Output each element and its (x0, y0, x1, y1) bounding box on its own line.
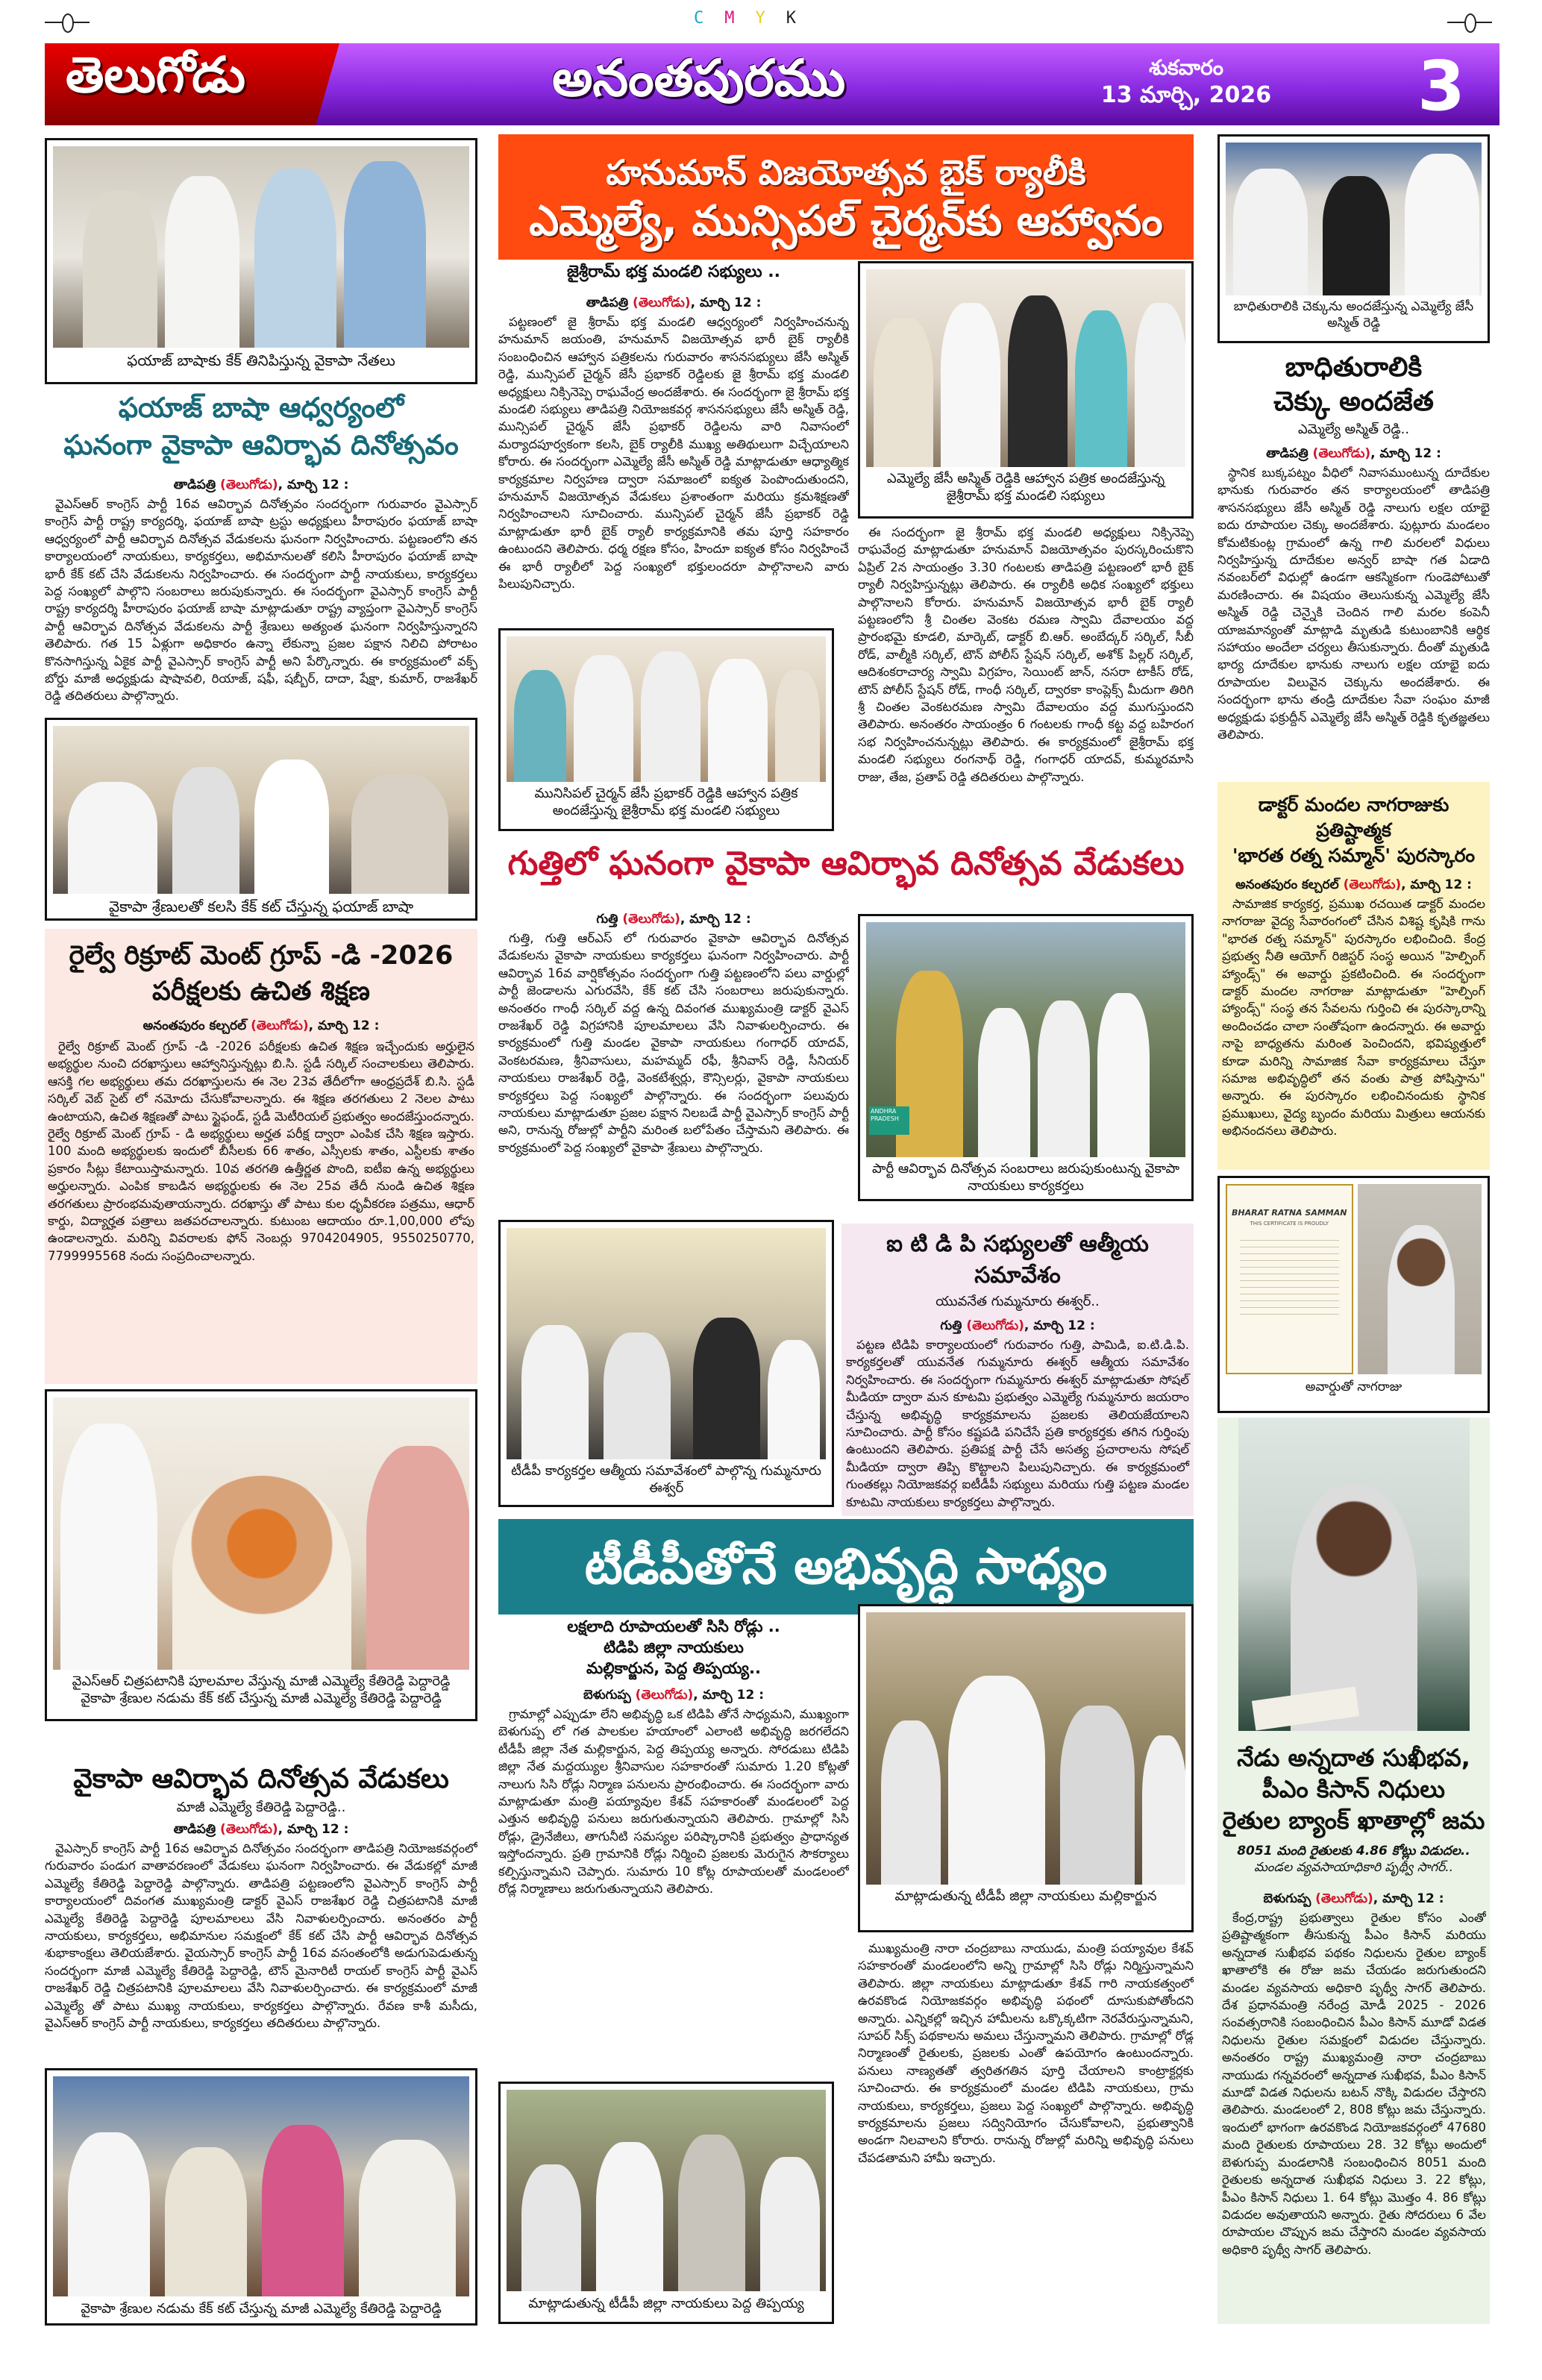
headline-award (1217, 782, 1490, 868)
dateline-place: తాడిపత్రి (586, 295, 629, 310)
news-photo (866, 922, 1185, 1157)
issue-date: 13 మార్చి, 2026 (1100, 82, 1272, 108)
news-photo (53, 1397, 469, 1670)
article-body-award: సామాజిక కార్యకర్త, ప్రముఖ రచయిత డాక్టర్ మందల నాగరాజు వైద్య సేవారంగంలో చేసిన విశిష్ట కృషికి గాను "భారత రత్న సమ్మాన్" పురస్కారం లభించింది. కేంద్ర ప్రభుత్వ నీతి ఆయోగ్ రిజిస్టర్ సంస్థ అయిన "హెల్పింగ్ హ్యాండ్స్" ఈ అవార్డు ప్రకటించింది. ఈ సందర్భంగా డాక్టర్ మందల నాగరాజు మాట్లాడుతూ "హెల్పింగ్ హ్యాండ్స్" సంస్థ తన సేవలను గుర్తించి ఈ పురస్కారాన్ని అందించడం చాలా సంతోషంగా ఉందన్నారు. ఈ అవార్డు నాపై బాధ్యతను మరింత పెంచిందని, భవిష్యత్తులో కూడా మరిన్ని సామాజిక సేవా కార్యక్రమాలు చేస్తూ సమాజ అభివృద్ధిలో తన వంతు పాత్ర పోషిస్తాను" అన్నారు. ఈ పురస్కారం లభించినందుకు స్థానిక ప్రముఖులు, వైద్య బృందం మరియు మిత్రులు ఆయనకు అభినందనలు తెలిపారు. (1222, 897, 1485, 1139)
dateline-paper: (తెలుగోడు) (635, 1688, 694, 1703)
dateline-date: , మార్చి 12 : (680, 912, 751, 927)
article-body-railway: రైల్వే రిక్రూట్ మెంట్ గ్రూప్ -డి -2026 పరీక్షలకు ఉచిత శిక్షణ ఇచ్చేందుకు అర్హులైన అభ్యర్థుల నుంచి దరఖాస్తులు ఆహ్వానిస్తున్నట్లు బి.సి. స్టడీ సర్కిల్ సంచాలకులు తెలిపారు. ఆసక్తి గల అభ్యర్థులు తమ దరఖాస్తులను ఈ నెల 23వ తేదీలోగా ఆంధ్రప్రదేశ్ బి.సి. స్టడీ సర్కిల్ వెబ్ సైట్ లో నమోదు చేసుకోవాలన్నారు. ఈ శిక్షణ తరగతులు 2 నెలల పాటు ఉంటాయని, ఉచిత శిక్షణతో పాటు స్టైఫండ్, స్టడీ మెటీరియల్ ప్రభుత్వం అందజేస్తుందన్నారు. రైల్వే రిక్రూట్ మెంట్ గ్రూప్ - డి అభ్యర్థులు అర్హత పరీక్ష ద్వారా ఎంపిక చేసి శిక్షణ ఇస్తారు. 100 మంది అభ్యర్థులకు ఇందులో బీసీలకు 66 శాతం, ఎస్సీలకు శాతం, ఎస్టీలకు శాతం ప్రకారం సీట్లు కేటాయిస్తామన్నారు. 10వ తరగతి ఉత్తీర్ణత పొంది, ఐటీఐ ఉన్న అభ్యర్థులు అర్హులన్నారు. ఎంపిక కాబడిన అభ్యర్థులకు ఈ నెల 25వ తేదీ నుండి ఉచిత శిక్షణ తరగతులు ప్రారంభమవుతాయన్నారు. దరఖాస్తు తో పాటు కుల ధృవీకరణ పత్రము, ఆధార్ కార్డు, విద్యార్హత పత్రాలు జతపరచాలన్నారు. కుటుంబ ఆదాయం రూ.1,00,000 లోపు ఉండాలన్నారు. మరిన్ని వివరాలకు ఫోన్ నెంబర్లు 9704204905, 9550250770, 7799995568 నందు సంప్రదించాలన్నారు. (48, 1039, 474, 1263)
photo-pedda-thippayya (498, 2082, 834, 2324)
photo-gutti-celebration (858, 914, 1194, 1201)
headline-gutti: గుత్తిలో ఘనంగా వైకాపా ఆవిర్భావ దినోత్సవ వేడుకలు (507, 845, 1185, 883)
dateline-place: తాడిపత్రి (1266, 446, 1308, 461)
headline-kethireddy: వైకాపా ఆవిర్భావ దినోత్సవ వేడుకలు (73, 1764, 449, 1794)
road-sign: ANDHRA PRADESH (869, 1106, 909, 1135)
railway-article-box (45, 929, 477, 1384)
article-body-kethireddy: వైఎస్సార్ కాంగ్రెస్ పార్టీ 16వ ఆవిర్భావ దినోత్సవం సందర్భంగా తాడిపత్రి నియోజకవర్గంలో గురువారం పండుగ వాతావరణంలో వేడుకలు ఘనంగా నిర్వహించారు. ఈ వేడుకల్లో మాజీ ఎమ్మెల్యే కేతిరెడ్డి పెద్దారెడ్డి పాల్గొన్నారు. తాడిపత్రి పట్టణంలోని వైఎస్సార్ కాంగ్రెస్ పార్టీ కార్యాలయంలో దివంగత ముఖ్యమంత్రి డాక్టర్ వైఎస్ రాజశేఖర రెడ్డి చిత్రపటానికి మాజీ ఎమ్మెల్యే కేతిరెడ్డి పెద్దారెడ్డి పూలమాలలు వేసి నివాళులర్పించారు. అనంతరం పార్టీ నాయకులు, కార్యకర్తలు, అభిమానుల సమక్షంలో కేక్ కట్ చేసి పార్టీ ఆవిర్భావ దినోత్సవ శుభాకాంక్షలు తెలియజేశారు. వైయస్సార్ కాంగ్రెస్ పార్టీ 16వ వసంతంలోకి అడుగుపెడుతున్న సందర్భంగా మాజీ ఎమ్మెల్యే కేతిరెడ్డి పెద్దారెడ్డి, టౌన్ మైనారిటీ రాయల్ కాంగ్రెస్ పార్టీ వైఎస్ రాజశేఖర్ రెడ్డి చిత్రపటానికి పూలమాలలు వేసి నివాళులర్పించారు. ఈ కార్యక్రమంలో మాజీ ఎమ్మెల్యే తో పాటు ముఖ్య నాయకులు, కార్యకర్తలు పాల్గొన్నారు. రేవణ కాశీ మసీదు, వైఎస్ఆర్ కాంగ్రెస్ పార్టీ నాయకులు, కార్యకర్తలు తదితరులు పాల్గొన్నారు. (45, 1841, 477, 2031)
dateline-date: , మార్చి 12 : (693, 1688, 764, 1703)
dateline-date: , మార్చి 12 : (278, 477, 349, 492)
dateline-place: గుత్తి (940, 1318, 962, 1333)
dateline-place: అనంతపురం కల్చరల్ (1235, 877, 1339, 892)
photo-tdp-meeting (498, 1220, 834, 1507)
article-body-fayaz: వైఎస్ఆర్ కాంగ్రెస్ పార్టీ 16వ ఆవిర్భావ దినోత్సవం సందర్భంగా గురువారం వైఎస్సార్ కాంగ్రెస్ పార్టీ రాష్ట్ర కార్యదర్శి, ఫయాజ్ బాషా ట్రస్టు అధ్యక్షులు హీరాపురం ఫయాజ్ బాషా ఆధ్వర్యంలో పార్టీ ఆవిర్భావ దినోత్సవ వేడుకలను ఘనంగా నిర్వహించారు. పట్టణంలోని తన కార్యాలయంలో నాయకులు, కార్యకర్తలు, అభిమానులతో కలిసి హీరాపురం ఫయాజ్ బాషా భారీ కేక్ కట్ చేసి వేడుకలను నిర్వహించారు. ఈ సందర్భంగా పార్టీ నాయకులు, కార్యకర్తలు పెద్ద సంఖ్యలో పాల్గొని సంబరాలు జరుపుకున్నారు. ఈ సందర్భంగా వైఎస్సార్ కాంగ్రెస్ పార్టీ రాష్ట్ర కార్యదర్శి హీరాపురం ఫయాజ్ బాషా మాట్లాడుతూ రాష్ట్ర వ్యాప్తంగా వైఎస్సార్ కాంగ్రెస్ పార్టీ ఆవిర్భావ దినోత్సవ వేడుకలను పార్టీ శ్రేణులు అత్యంత ఘనంగా నిర్వహిస్తున్నారని తెలిపారు. గత 15 ఏళ్లుగా అధికారం ఉన్నా లేకున్నా ప్రజల పక్షాన నిలిచి పోరాటం కొనసాగిస్తున్న ఏకైక పార్టీ వైఎస్సార్ కాంగ్రెస్ పార్టీ అని పేర్కొన్నారు. ఈ కార్యక్రమంలో వక్ఫ్ బోర్డు మాజీ అధ్యక్షుడు షాషావలి, రియాజ్, షఫీ, షబ్బీర్, దాదా, షేక్షా, కుమార్, రాజశేఖర్ రెడ్డి తదితరులు పాల్గొన్నారు. (45, 497, 477, 704)
subheadline: ఎమ్మెల్యే అస్మిత్ రెడ్డి.. (1297, 422, 1410, 437)
subheadline-line: 8051 మంది రైతులకు 4.86 కోట్లు విడుదల.. (1237, 1844, 1470, 1858)
headline-line: చెక్కు అందజేత (1273, 386, 1434, 417)
edition-title: అనంతపురము (552, 49, 846, 108)
crop-mark-icon (1447, 0, 1492, 45)
dateline-place: గుత్తి (596, 912, 618, 927)
headline-railway (45, 929, 477, 1009)
article-body-tdp: గ్రామాల్లో ఎప్పుడూ లేని అభివృద్ధి ఒక టిడిపి తోనే సాధ్యమని, ముఖ్యంగా బెళుగుప్ప లో గత పాలకుల హయాంలో ఎలాంటి అభివృద్ధి జరగలేదని టీడీపీ జిల్లా నేత మల్లికార్జున, పెద్ద తిప్పయ్య అన్నారు. సోరడుబు టిడిపి జిల్లా నేత మద్దయ్యుల శ్రీనివాసుల సహకారంతో సుమారు 1.20 కోట్లతో నాలుగు సిసి రోడ్లు నిర్మాణ పనులను ప్రారంభించారు. ఈ సందర్భంగా వారు మాట్లాడుతూ మంత్రి పయ్యావుల కేశవ్ సహకారంతో మండలంలో పెద్ద ఎత్తున అభివృద్ధి పనులు జరుగుతున్నాయని తెలిపారు. గ్రామాల్లో సిసి రోడ్లు, డ్రైనేజీలు, తాగునీటి సమస్యల పరిష్కారానికి ప్రభుత్వం ప్రాధాన్యత ఇస్తోందన్నారు. ప్రతి గ్రామానికి రోడ్లు నిర్మించి ప్రజలకు మెరుగైన సౌకర్యాలు కల్పిస్తున్నామని చెప్పారు. సుమారు 10 కోట్ల రూపాయలతో మండలంలో రోడ్ల నిర్మాణాలు జరుగుతున్నాయని తెలిపారు. (498, 1707, 849, 1897)
dateline (1217, 446, 1490, 464)
dateline-date: , మార్చి 12 : (278, 1822, 349, 1837)
dateline-date: , మార్చి 12 : (308, 1018, 380, 1033)
cmyk-registration-text: CMYK (694, 9, 817, 28)
photo-caption: మాట్లాడుతున్న టీడీపీ జిల్లా నాయకులు పెద్ద తిప్పయ్య (528, 2296, 804, 2311)
headline-farmers (1217, 1742, 1490, 1836)
subheadline (498, 1616, 849, 1679)
article-body-hanuman: పట్టణంలో జై శ్రీరామ్ భక్త మండలి ఆధ్వర్యంలో నిర్వహించనున్న హనుమాన్ జయంతి, హనుమాన్ విజయోత్సవ భారీ బైక్ ర్యాలీకి సంబంధించిన ఆహ్వాన పత్రికలను గురువారం శాసనసభ్యులు జేసీ అస్మిత్ రెడ్డి, మున్సిపల్ చైర్మన్ జేసీ ప్రభాకర్ రెడ్డిలకు జై శ్రీరామ్ భక్త మండలి అధ్యక్షులు నిక్సినెప్పె రాఘవేంద్ర అందజేశారు. ఈ సందర్భంగా జై శ్రీరామ్ భక్త మండలి సభ్యులు తాడిపత్రి నియోజకవర్గ శాసనసభ్యులు జేసీ అస్మిత్ రెడ్డి, మున్సిపల్ చైర్మన్ జేసీ ప్రభాకర్ రెడ్డిలను వారి నివాసంలో మర్యాదపూర్వకంగా కలసి, బైక్ ర్యాలీకి ముఖ్య అతిథులుగా విచ్చేయాలని కోరారు. ఈ సందర్భంగా ఎమ్మెల్యే జేసీ అస్మిత్ రెడ్డి మాట్లాడుతూ ఆధ్యాత్మిక కార్యక్రమాల నిర్వహణ ద్వారా సమాజంలో ఐక్యత పెంపొందుతుందని, హనుమాన్ విజయోత్సవ వేడుకలు ప్రశాంతంగా మరియు క్రమశిక్షణతో నిర్వహించాలని సూచించారు. మున్సిపల్ చైర్మన్ జేసీ ప్రభాకర్ రెడ్డి మాట్లాడుతూ భారీ బైక్ ర్యాలీ కార్యక్రమానికి తమ పూర్తి సహకారం ఉంటుందని తెలిపారు. ధర్మ రక్షణ కోసం, హిందూ ఐక్యత కోసం నిర్వహించే ఈ భారీ ర్యాలీలో పెద్ద సంఖ్యలో భక్తులందరూ పాల్గొనాలని వారు పిలుపునిచ్చారు. (498, 315, 849, 592)
article-body-cheque: స్థానిక బుక్కపట్నం వీధిలో నివాసముంటున్న దూదేకుల భానుకు గురువారం తన కార్యాలయంలో తాడిపత్రి శాసనసభ్యులు జేసీ అస్మిత్ రెడ్డి నాలుగు లక్షల యాభై ఐదు రూపాయల చెక్కు అందజేశారు. పుట్లూరు మండలం కోమటికుంట్ల గ్రామంలో ఉన్న గాలి మరలలో విధులు నిర్వహిస్తున్న దూదేకుల అన్వర్ బాషా గత ఏడాది నవంబర్‌లో విధుల్లో ఉండగా ఆకస్మికంగా గుండెపోటుతో మరణించారు. ఈ విషయం తెలుసుకున్న ఎమ్మెల్యే జేసీ అస్మిత్ రెడ్డి చెన్నైకి చెందిన గాలి మరల కంపెనీ యాజమాన్యంతో మాట్లాడి మృతుడి కుటుంబానికి ఆర్థిక సహాయం అందేలా చర్యలు తీసుకున్నారు. దీంతో మృతుడి భార్య దూదేకుల భానుకు నాలుగు లక్షల యాభై ఐదు రూపాయల విలువైన చెక్కును అందజేశారు. ఈ సందర్భంగా భాను తండ్రి దూదేకుల సేవా సంఘం మాజీ అధ్యక్షుడు ఫక్రుద్దీన్ ఎమ్మెల్యే జేసీ అస్మిత్ రెడ్డికి కృతజ్ఞతలు తెలిపారు. (1217, 466, 1490, 742)
news-photo (507, 636, 826, 782)
news-photo (1226, 143, 1482, 295)
dateline-date: , మార్చి 12 : (1024, 1318, 1095, 1333)
subheadline: మాజీ ఎమ్మెల్యే కేతిరెడ్డి పెద్దారెడ్డి.. (176, 1800, 346, 1815)
photo-caption: టీడీపీ కార్యకర్తల ఆత్మీయ సమావేశంలో పాల్గొన్న గుమ్మనూరు ఈశ్వర్ (511, 1463, 821, 1496)
article-body-hanuman-continued: ఈ సందర్భంగా జై శ్రీరామ్ భక్త మండలి అధ్యక్షులు నిక్సినెప్పె రాఘవేంద్ర మాట్లాడుతూ హనుమాన్ విజయోత్సవం పురస్కరించుకొని ఏప్రిల్ 2న సాయంత్రం 3.30 గంటలకు తాడిపత్రి పట్టణంలో భారీ బైక్ ర్యాలీ నిర్వహిస్తున్నట్లు తెలిపారు. ఈ ర్యాలీకి అధిక సంఖ్యలో భక్తులు పాల్గొనాలని కోరారు. హనుమాన్ విజయోత్సవ భారీ బైక్ ర్యాలీ పట్టణంలోని శ్రీ చింతల వెంకట రమణ స్వామి దేవాలయం వద్ద ప్రారంభమై కూడలి, మార్కెట్, డాక్టర్ బి.ఆర్. అంబేద్కర్ సర్కిల్, సీబీ రోడ్, వాల్మీకి సర్కిల్, టౌన్ పోలీస్ స్టేషన్ సర్కిల్, అశోక్ పిల్లర్ సర్కిల్, ఆదిశంకరాచార్య స్వామి విగ్రహం, సెయింట్ జాన్, నసరా టాకీస్ రోడ్, టౌన్ పోలీస్ స్టేషన్ రోడ్, గాంధీ సర్కిల్, ద్వారకా కాంప్లెక్స్ మీదుగా తిరిగి శ్రీ చింతల వెంకటరమణ స్వామి దేవాలయం వద్ద ముగుస్తుందని తెలిపారు. అనంతరం సాయంత్రం 6 గంటలకు గాంధీ కట్ట వద్ద బహిరంగ సభ నిర్వహించనున్నట్లు తెలిపారు. ఈ కార్యక్రమంలో జైశ్రీరామ్ భక్త మండలి సభ్యులు రంగనాథ్ రెడ్డి, గంగాధర్ యాదవ్, కుమ్మరమాసి రాజు, తేజ, ప్రతాప్ రెడ్డి తదితరులు పాల్గొన్నారు. (858, 525, 1194, 784)
subheadline-line: మల్లికార్జున, పెద్ద తిప్పయ్య.. (586, 1659, 761, 1677)
subheadline-line: లక్షలాది రూపాయలతో సిసి రోడ్లు .. (567, 1618, 780, 1635)
headline-itdp: ఐ టి డి పి సభ్యులతో ఆత్మీయ సమావేశం (886, 1231, 1149, 1288)
photo-caption: ఫయాజ్ బాషాకు కేక్ తినిపిస్తున్న వైకాపా నేతలు (127, 351, 395, 369)
certificate-title: BHARAT RATNA SAMMAN (1232, 1208, 1347, 1218)
dateline-paper: (తెలుగోడు) (1343, 877, 1402, 892)
dateline-paper: (తెలుగోడు) (1315, 1891, 1373, 1906)
news-photo (53, 146, 469, 348)
headline-line: పరీక్షలకు ఉచిత శిక్షణ (152, 977, 370, 1006)
news-photo (866, 269, 1185, 467)
dateline (1217, 1891, 1490, 1909)
headline-line: ఘనంగా వైకాపా ఆవిర్భావ దినోత్సవం (63, 429, 459, 461)
headline-fayaz (45, 389, 477, 464)
photo-kethireddy-garland (45, 1389, 477, 1721)
itdp-article-box (841, 1224, 1194, 1516)
dateline (1217, 877, 1490, 895)
news-photo (507, 2090, 826, 2291)
news-photo (53, 726, 469, 894)
certificate-text-lines (1240, 1234, 1339, 1316)
dateline (45, 477, 477, 495)
headline-line: డాక్టర్ మందల నాగరాజుకు ప్రతిష్టాత్మక (1258, 794, 1449, 841)
certificate-line: THIS CERTIFICATE IS PROUDLY (1250, 1221, 1329, 1227)
issue-day: శుకవారం (1149, 55, 1223, 80)
dateline-paper: (తెలుగోడు) (220, 1822, 278, 1837)
photo-cheque-handover (1217, 134, 1490, 343)
headline-line: నేడు అన్నదాత సుఖీభవ, (1237, 1744, 1470, 1772)
headline-line: రైల్వే రిక్రూట్ మెంట్ గ్రూప్ -డి -2026 (69, 941, 454, 971)
headline-cheque (1217, 351, 1490, 419)
paper-name: తెలుగోడు (66, 46, 245, 104)
news-photo (53, 2076, 469, 2296)
dateline (841, 1318, 1194, 1336)
photo-mla-invitation (858, 261, 1194, 519)
dateline-place: తాడిపత్రి (173, 477, 216, 492)
news-photo (866, 1612, 1185, 1885)
photo-fayaz-group (45, 718, 477, 921)
subheadline-line: టిడిపి జిల్లా నాయకులు (604, 1638, 744, 1656)
photo-chairman-invitation (498, 628, 834, 831)
photo-caption: మాట్లాడుతున్న టీడీపీ జిల్లా నాయకులు మల్లికార్జున (894, 1888, 1157, 1904)
photo-agriculture-officer (1238, 1418, 1470, 1731)
subheadline-line: మండల వ్యవసాయాధికారి పృథ్వీ సాగర్.. (1253, 1860, 1454, 1875)
headline-line: ఎమ్మెల్యే, మున్సిపల్ చైర్మన్‌కు ఆహ్వానం (529, 197, 1163, 245)
photo-caption: వైకాపా శ్రేణుల నడుమ కేక్ కట్ చేస్తున్న మాజీ ఎమ్మెల్యే కేతిరెడ్డి పెద్దారెడ్డి (81, 2301, 442, 2317)
caption-line: వైఎస్ఆర్ చిత్రపటానికి పూలమాల వేస్తున్న మాజీ ఎమ్మెల్యే కేతిరెడ్డి పెద్దారెడ్డి (72, 1673, 451, 1689)
headline-line: పీఎం కిసాన్ నిధులు (1262, 1775, 1445, 1803)
photo-caption: బాధితురాలికి చెక్కును అందజేస్తున్న ఎమ్మెల్యే జేసీ అస్మిత్ రెడ్డి (1233, 299, 1474, 331)
dateline-paper: (తెలుగోడు) (220, 477, 278, 492)
dateline-date: , మార్చి 12 : (1373, 1891, 1444, 1906)
article-body-gutti: గుత్తి, గుత్తి ఆర్ఎస్ లో గురువారం వైకాపా ఆవిర్భావ దినోత్సవ వేడుకలను వైకాపా నాయకులు కార్యకర్తలు ఘనంగా నిర్వహించారు. పార్టీ ఆవిర్భావ 16వ వార్షికోత్సవం సందర్భంగా గుత్తి పట్టణంలోని పలు వార్డుల్లో పార్టీ జెండాలను ఎగురవేసి, కేక్ కట్ చేసి సంబరాలు జరుపుకున్నారు. అనంతరం గాంధీ సర్కిల్ వద్ద ఉన్న దివంగత ముఖ్యమంత్రి డాక్టర్ వైఎస్ రాజశేఖర్ రెడ్డి విగ్రహానికి పూలమాలలు వేసి నివాళులర్పించారు. ఈ కార్యక్రమంలో గుత్తి మండల వైకాపా నాయకులు గంగాధర్ యాదవ్, వెంకటరమణ, శ్రీనివాసులు, మహమ్మద్ రఫీ, శ్రీనివాస్ రెడ్డి, సీనియర్ నాయకులు రాజశేఖర్ రెడ్డి, వెంకటేశ్వర్లు, కౌన్సిలర్లు, వైకాపా నాయకులు కార్యకర్తలు పెద్ద సంఖ్యలో పాల్గొన్నారు. ఈ సందర్భంగా పలువురు నాయకులు మాట్లాడుతూ ప్రజల పక్షాన నిలబడే పార్టీ వైఎస్సార్ కాంగ్రెస్ పార్టీ అని, రానున్న రోజుల్లో పార్టీని మరింత బలోపేతం చేస్తామని తెలిపారు. ఈ కార్యక్రమంలో పెద్ద సంఖ్యలో వైకాపా శ్రేణులు పాల్గొన్నారు. (498, 931, 849, 1155)
dateline-date: , మార్చి 12 : (1401, 877, 1472, 892)
headline-banner-hanuman (498, 134, 1194, 260)
article-body-farmers: కేంద్ర,రాష్ట్ర ప్రభుత్వాలు రైతుల కోసం ఎంతో ప్రతిష్టాత్మకంగా తీసుకున్న పీఎం కిసాన్ మరియు అన్నదాత సుఖీభవ పథకం నిధులను రైతుల బ్యాంక్ ఖాతాలోకి ఈ రోజు జమ చేయడం జరుగుతుందని మండల వ్యవసాయ అధికారి పృథ్వీ సాగర్ తెలిపారు. దేశ ప్రధానమంత్రి నరేంద్ర మోడీ 2025 - 2026 సంవత్సరానికి సంబంధించిన పీఎం కిసాన్ మూడో విడత నిధులను రైతుల సమక్షంలో విడుదల చేస్తున్నారు. అనంతరం రాష్ట్ర ముఖ్యమంత్రి నారా చంద్రబాబు నాయుడు గన్నవరంలో అన్నదాత సుఖీభవ, పీఎం కిసాన్ మూడో విడత నిధులను బటన్ నొక్కి విడుదల చేస్తారని తెలిపారు. మండలంలో 2, 808 కోట్లు జమ చేస్తున్నారు. ఇందులో భాగంగా ఉరవకొండ నియోజకవర్గంలో 47680 మంది రైతులకు రూపాయలు 28. 32 కోట్లు అందులో బెళుగుప్ప మండలానికి సంబంధించిన 8051 మంది రైతులకు అన్నదాత సుఖీభవ నిధులు 3. 22 కోట్లు, పీఎం కిసాన్ నిధులు 1. 64 కోట్లు మొత్తం 4. 86 కోట్లు విడుదల అవుతాయని అన్నారు. రైతు సోదరులు 6 వేల రూపాయల చొప్పున జమ చేస్తారని మండల వ్యవసాయ అధికారి పృథ్వీ సాగర్ తెలిపారు. (1222, 1911, 1486, 2257)
dateline-place: తాడిపత్రి (173, 1822, 216, 1837)
dateline-paper: (తెలుగోడు) (1312, 446, 1371, 461)
photo-mallikarjuna (858, 1604, 1194, 1932)
dateline-paper: (తెలుగోడు) (622, 912, 680, 927)
headline-banner-tdp: టీడీపీతోనే అభివృద్ధి సాధ్యం (498, 1519, 1194, 1615)
dateline (498, 912, 849, 930)
dateline (498, 295, 849, 313)
news-photo (507, 1228, 826, 1459)
dateline (45, 1018, 477, 1036)
subheadline: జైశ్రీరామ్ భక్త మండలి సభ్యులు .. (566, 263, 781, 281)
dateline-date: , మార్చి 12 : (1370, 446, 1441, 461)
dateline-place: బెళుగుప్ప (1263, 1891, 1311, 1906)
dateline-paper: (తెలుగోడు) (633, 295, 691, 310)
caption-line: వైకాపా శ్రేణుల నడుమ కేక్ కట్ చేస్తున్న మాజీ ఎమ్మెల్యే కేతిరెడ్డి పెద్దారెడ్డి (81, 1691, 442, 1706)
photo-caption (53, 1670, 469, 1707)
headline-line: రైతుల బ్యాంక్ ఖాతాల్లో జమ (1222, 1806, 1485, 1835)
dateline (45, 1822, 477, 1840)
headline-line: బాధితురాలికి (1285, 352, 1423, 383)
dateline-place: బెళుగుప్ప (583, 1688, 631, 1703)
page-number: 3 (1417, 46, 1466, 126)
subheadline: యువనేత గుమ్మనూరు ఈశ్వర్.. (935, 1294, 1100, 1309)
article-body-tdp-continued: ముఖ్యమంత్రి నారా చంద్రబాబు నాయుడు, మంత్రి పయ్యావుల కేశవ్ సహకారంతో మండలంలోని అన్ని గ్రామాల్లో సిసి రోడ్లు నిర్మిస్తున్నామని తెలిపారు. జిల్లా నాయకులు మాట్లాడుతూ కేశవ్ గారి నాయకత్వంలో ఉరవకొండ నియోజకవర్గం అభివృద్ధి పథంలో దూసుకుపోతోందని అన్నారు. ఎన్నికల్లో ఇచ్చిన హామీలను ఒక్కొక్కటిగా నెరవేరుస్తున్నామని, సూపర్ సిక్స్ పథకాలను అమలు చేస్తున్నామని తెలిపారు. గ్రామాల్లో రోడ్ల నిర్మాణంతో రైతులకు, ప్రజలకు ఎంతో ఉపయోగం ఉంటుందన్నారు. పనులు నాణ్యతతో త్వరితగతిన పూర్తి చేయాలని కాంట్రాక్టర్లకు సూచించారు. ఈ కార్యక్రమంలో మండల టిడిపి నాయకులు, గ్రామ నాయకులు, కార్యకర్తలు, ప్రజలు పెద్ద సంఖ్యలో పాల్గొన్నారు. అభివృద్ధి కార్యక్రమాలను ప్రజలు సద్వినియోగం చేసుకోవాలని, ప్రభుత్వానికి అండగా నిలవాలని కోరారు. రానున్న రోజుల్లో మరిన్ని అభివృద్ధి పనులు చేపడతామని హామీ ఇచ్చారు. (858, 1941, 1194, 2165)
subheadline (1217, 1843, 1490, 1876)
certificate-image (1226, 1184, 1353, 1374)
headline-line: 'భారత రత్న సమ్మాన్' పురస్కారం (1232, 845, 1476, 866)
photo-kethireddy-cake (45, 2068, 477, 2326)
crop-mark-icon (45, 0, 90, 45)
dateline-date: , మార్చి 12 : (690, 295, 762, 310)
article-body-itdp: పట్టణ టిడిపి కార్యాలయంలో గురువారం గుత్తి, పామిడి, ఐ.టి.డి.పి. కార్యకర్తలతో యువనేత గుమ్మనూరు ఈశ్వర్ ఆత్మీయ సమావేశం నిర్వహించారు. ఈ సందర్భంగా గుమ్మనూరు ఈశ్వర్ మాట్లాడుతూ సోషల్ మీడియా ద్వారా మన కూటమి ప్రభుత్వం ఎమ్మెల్యే గుమ్మనూరు జయరాం చేస్తున్న అభివృద్ధి కార్యక్రమాలను ప్రజలకు తెలియజేయాలని సూచించారు. పార్టీ కోసం కష్టపడి పనిచేసే ప్రతి కార్యకర్తకు తగిన గుర్తింపు ఉంటుందని తెలిపారు. ప్రతిపక్ష పార్టీ చేసే అసత్య ప్రచారాలను సోషల్ మీడియా ద్వారా తిప్పి కొట్టాలని పిలుపునిచ్చారు. ఈ కార్యక్రమంలో గుంతకల్లు నియోజకవర్గ ఐటీడీపీ సభ్యులు మరియు గుత్తి పట్టణ మండల కూటమి నాయకులు కార్యకర్తలు పాల్గొన్నారు. (846, 1338, 1189, 1509)
award-images (1226, 1184, 1482, 1374)
photo-caption: అవార్డుతో నాగరాజు (1305, 1380, 1402, 1394)
photo-fayaz-cake (45, 138, 477, 384)
dateline-paper: (తెలుగోడు) (966, 1318, 1024, 1333)
photo-award (1217, 1176, 1490, 1413)
dateline (498, 1688, 849, 1706)
headline-line: హనుమాన్ విజయోత్సవ బైక్ ర్యాలీకి (606, 152, 1086, 192)
dateline-place: అనంతపురం కల్చరల్ (142, 1018, 247, 1033)
photo-caption: వైకాపా శ్రేణులతో కలసి కేక్ కట్ చేస్తున్న ఫయాజ్ బాషా (108, 898, 414, 915)
photo-caption: ఎమ్మెల్యే జేసీ అస్మిత్ రెడ్డికి ఆహ్వాన పత్రిక అందజేస్తున్న జైశ్రీరామ్ భక్త మండలి సభ్యులు (886, 471, 1165, 504)
photo-caption: మునిసిపల్ చైర్మన్ జేసీ ప్రభాకర్ రెడ్డికి ఆహ్వాన పత్రిక అందజేస్తున్న జైశ్రీరామ్ భక్త మండలి సభ్యులు (534, 786, 798, 818)
headline-line: ఫయాజ్ బాషా ఆధ్వర్యంలో (118, 392, 404, 424)
photo-caption: పార్టీ ఆవిర్భావ దినోత్సవ సంబరాలు జరుపుకుంటున్న వైకాపా నాయకులు కార్యకర్తలు (871, 1161, 1180, 1194)
award-article-box (1217, 782, 1490, 1170)
dateline-paper: (తెలుగోడు) (251, 1018, 309, 1033)
nagaraju-portrait (1358, 1184, 1482, 1374)
